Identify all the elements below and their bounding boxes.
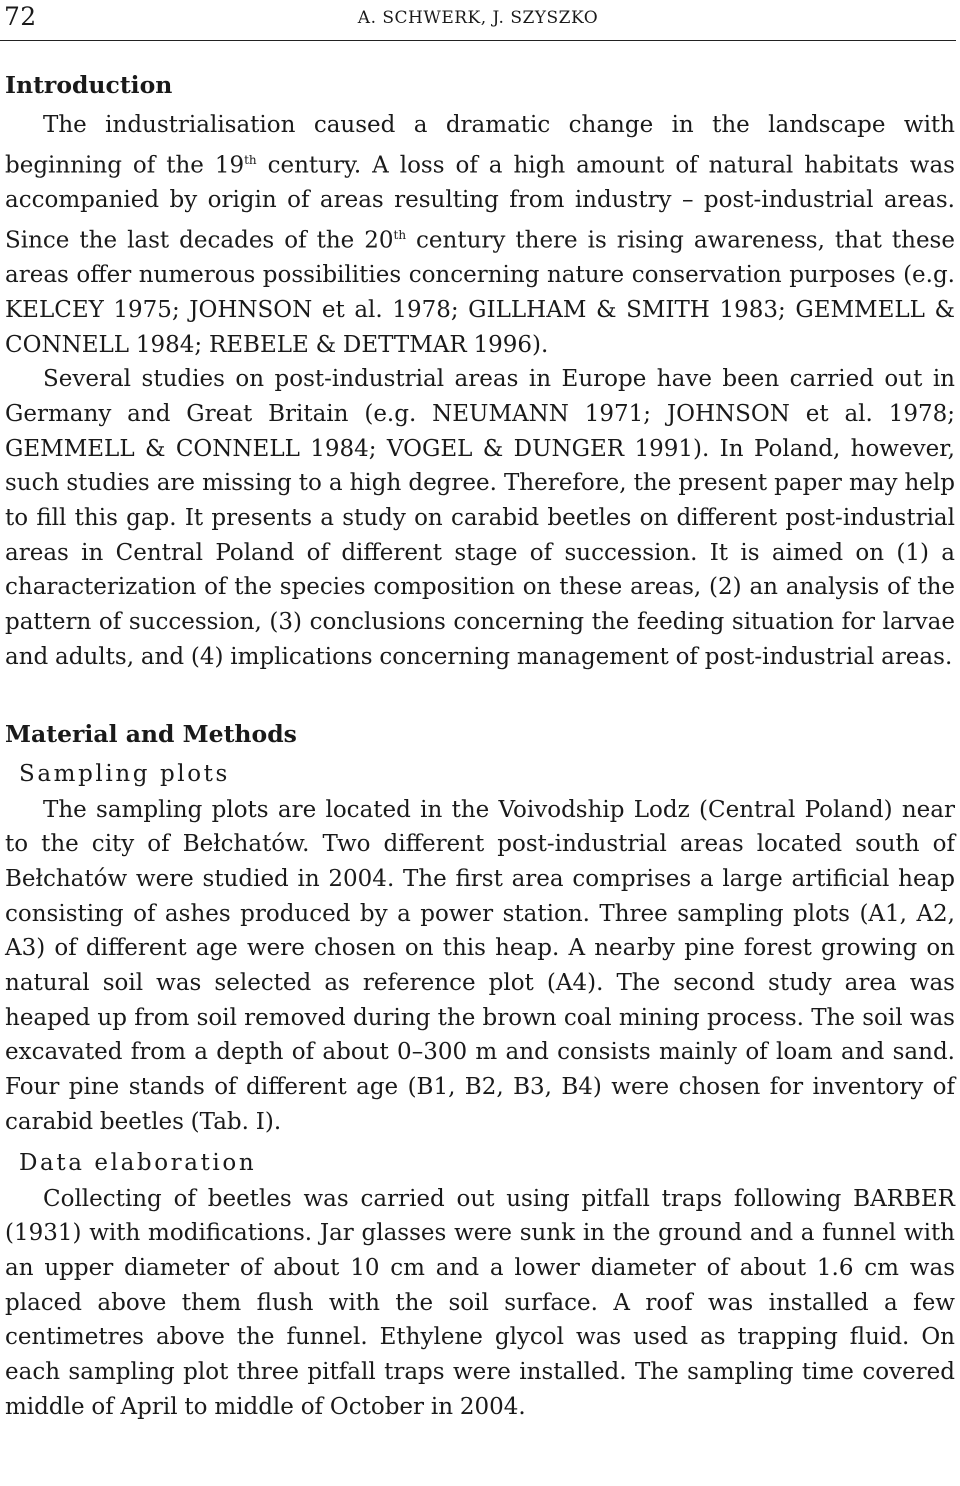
methods-paragraph-data: Collecting of beetles was carried out using pitfall traps following BARBER (1931) with modifications. Jar glasses were sunk in the ground and a funnel with an upper diameter of about 10 cm and a lower diameter of about 1.6 cm was placed above them flush with the soil surface. A roof was installed a few centimetres above the funnel. Ethylene glycol was used as trapping fluid. On each sampling plot three pitfall traps were installed. The sampling time covered middle of April to middle of October in 2004. bbox=[5, 1185, 955, 1420]
section-heading-introduction: Introduction bbox=[5, 71, 173, 99]
intro-p1-part3: century there is rising awareness, that these areas offer numerous possibilities concerning nature conservation purposes (e.g. KELCEY 1975; JOHNSON et al. 1978; GILLHAM & SMITH 1983; GEMMELL & CONNELL 1984; REBELE & DETTMAR 1996). bbox=[5, 227, 955, 358]
subheading-data-elaboration: Data elaboration bbox=[19, 1149, 257, 1176]
page-body bbox=[5, 64, 955, 1425]
superscript-th-1: th bbox=[244, 152, 257, 167]
intro-paragraph-2: Several studies on post-industrial areas in Europe have been carried out in Germany and Great Britain (e.g. NEUMANN 1971; JOHNSON et al. 1978; GEMMELL & CONNELL 1984; VOGEL & DUNGER 1991). In Poland, however, such studies are missing to a high degree. Therefore, the present paper may help to fill this gap. It presents a study on carabid beetles on different post-industrial areas in Central Poland of different stage of succession. It is aimed on (1) a characterization of the species composition on these areas, (2) an analysis of the pattern of succession, (3) conclusions concerning the feeding situation for larvae and adults, and (4) implications concerning management of post-industrial areas. bbox=[5, 366, 955, 670]
intro-p1-part2: century. A loss of a high amount of natural habitats was accompanied by origin of areas resulting from industry – post-industrial areas. Since the last decades of the 20 bbox=[5, 152, 955, 254]
intro-p1-part1: The industrialisation caused a dramatic change in the landscape with beginning of the 19 bbox=[5, 112, 955, 179]
subheading-sampling-plots: Sampling plots bbox=[19, 760, 230, 787]
running-head: A. SCHWERK, J. SZYSZKO bbox=[357, 8, 599, 28]
section-heading-methods: Material and Methods bbox=[5, 719, 297, 748]
methods-paragraph-sampling: The sampling plots are located in the Voivodship Lodz (Central Poland) near to the city of Bełchatów. Two different post-industrial areas located south of Bełchatów were studied in 2004. The first area comprises a large artificial heap consisting of ashes produced by a power station. Three sampling plots (A1, A2, A3) of different age were chosen on this heap. A nearby pine forest growing on natural soil was selected as reference plot (A4). The second study area was heaped up from soil removed during the brown coal mining process. The soil was excavated from a depth of about 0–300 m and consists mainly of loam and sand. Four pine stands of different age (B1, B2, B3, B4) were chosen for inventory of carabid beetles (Tab. I). bbox=[5, 796, 955, 1135]
intro-paragraph-1 bbox=[5, 108, 955, 362]
superscript-th-2: th bbox=[393, 227, 407, 242]
page-header bbox=[0, 0, 956, 41]
page-number: 72 bbox=[4, 2, 37, 31]
section-gap bbox=[5, 675, 955, 713]
